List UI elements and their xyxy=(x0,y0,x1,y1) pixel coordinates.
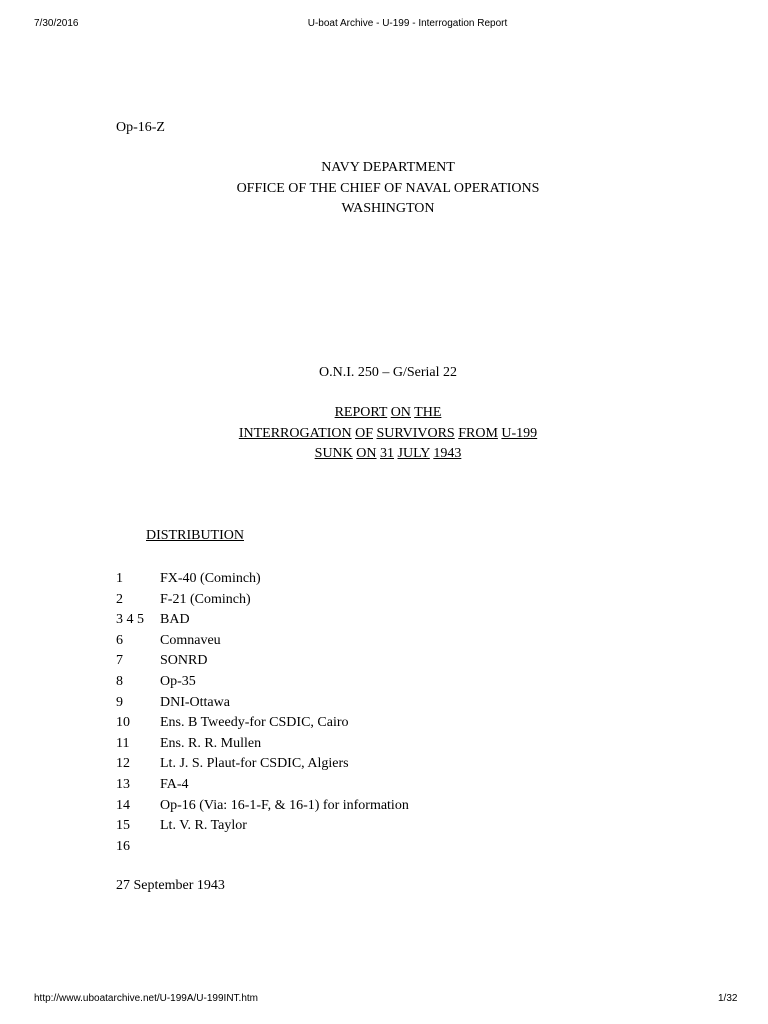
letterhead-line: NAVY DEPARTMENT xyxy=(321,160,455,175)
title-word: OF xyxy=(355,425,373,441)
office-code: Op-16-Z xyxy=(116,120,165,135)
distribution-recipient: Ens. R. R. Mullen xyxy=(160,735,262,751)
distribution-number: 2 xyxy=(116,591,123,607)
title-word: FROM xyxy=(458,425,498,441)
title-word: 31 xyxy=(380,446,395,461)
title-word: INTERROGATION xyxy=(238,425,352,441)
title-word: THE xyxy=(414,405,442,420)
distribution-recipient: FX-40 (Cominch) xyxy=(160,571,261,586)
distribution-number: 6 xyxy=(116,632,123,648)
report-title-line-3 xyxy=(0,444,768,465)
letterhead-line: WASHINGTON xyxy=(341,201,435,216)
serial-number: O.N.I. 250 – G/Serial 22 xyxy=(318,365,458,380)
distribution-number: 9 xyxy=(116,694,123,710)
title-word: ON xyxy=(390,405,411,420)
report-date: 27 September 1943 xyxy=(116,878,225,893)
distribution-number: 16 xyxy=(116,838,130,854)
distribution-recipient: FA-4 xyxy=(160,776,189,792)
report-title-line-2 xyxy=(0,424,768,445)
print-header-title: U-boat Archive - U-199 - Interrogation Report xyxy=(307,18,508,29)
distribution-number: 14 xyxy=(116,797,130,813)
distribution-recipient: Lt. V. R. Taylor xyxy=(160,818,247,834)
print-footer-url: http://www.uboatarchive.net/U-199A/U-199INT.htm xyxy=(34,993,258,1004)
title-word: U-199 xyxy=(501,425,538,441)
letterhead-line: OFFICE OF THE CHIEF OF NAVAL OPERATIONS xyxy=(236,180,540,196)
title-word: SURVIVORS xyxy=(376,425,455,441)
report-title xyxy=(0,403,768,465)
distribution-recipient: Op-16 (Via: 16-1-F, & 16-1) for information xyxy=(160,797,409,813)
distribution-number: 8 xyxy=(116,673,123,689)
distribution-recipient: Comnaveu xyxy=(160,632,221,648)
distribution-number: 12 xyxy=(116,756,130,772)
distribution-number: 15 xyxy=(116,818,130,834)
title-word: ON xyxy=(356,446,377,461)
print-footer-page-number: 1/32 xyxy=(718,993,738,1004)
title-word: JULY xyxy=(397,446,430,461)
distribution-recipient: F-21 (Cominch) xyxy=(160,591,251,607)
distribution-number: 13 xyxy=(116,776,130,792)
distribution-number: 7 xyxy=(116,653,123,669)
distribution-recipient: SONRD xyxy=(160,653,208,669)
title-word: 1943 xyxy=(433,446,462,461)
distribution-number: 11 xyxy=(116,735,130,751)
print-header-date: 7/30/2016 xyxy=(34,18,79,29)
distribution-recipient: Lt. J. S. Plaut-for CSDIC, Algiers xyxy=(160,756,349,772)
distribution-number: 10 xyxy=(116,715,130,731)
distribution-recipient: BAD xyxy=(160,612,190,628)
distribution-number: 1 xyxy=(116,571,123,586)
distribution-heading: DISTRIBUTION xyxy=(146,528,244,543)
letterhead xyxy=(0,158,768,220)
distribution-recipient: Op-35 xyxy=(160,673,196,689)
title-word: SUNK xyxy=(314,446,353,461)
title-word: REPORT xyxy=(334,405,388,420)
distribution-number: 3 4 5 xyxy=(116,612,144,628)
report-title-line-1 xyxy=(0,403,768,424)
distribution-recipient: Ens. B Tweedy-for CSDIC, Cairo xyxy=(160,715,349,731)
distribution-recipient: DNI-Ottawa xyxy=(160,694,230,710)
